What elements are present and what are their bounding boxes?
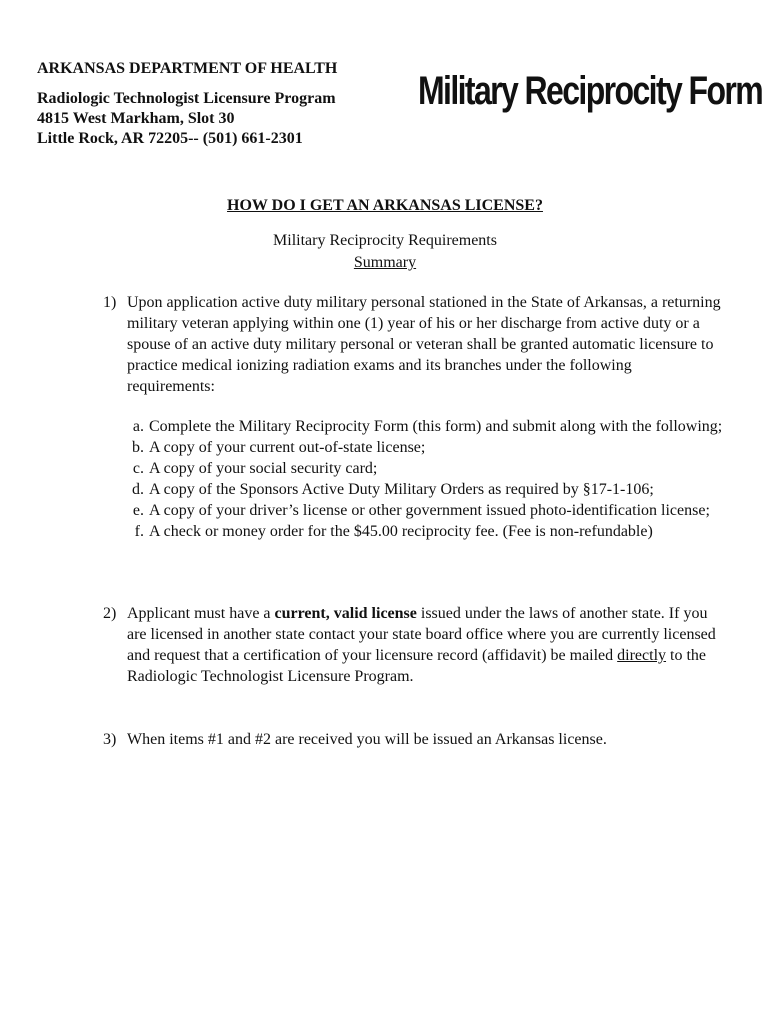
directly-emphasis: directly [617, 647, 667, 664]
item-number: 2) [103, 605, 117, 622]
list-item [118, 479, 728, 500]
list-item [118, 521, 728, 542]
list-item [118, 500, 728, 521]
item-text-part: Applicant must have a [127, 605, 275, 622]
address-line-1: 4815 West Markham, Slot 30 [37, 110, 235, 127]
list-text: A copy of your social security card; [149, 460, 378, 477]
item-text-part: issued under the laws of another state. If you are licensed in another state contact your state board office where you are currently licensed and request that a certification of your licensure record (affidavit) be mailed [127, 605, 716, 664]
list-text: A check or money order for the $45.00 reciprocity fee. (Fee is non-refundable) [149, 523, 653, 540]
list-text: A copy of your driver’s license or other government issued photo-identification license; [149, 502, 710, 519]
list-letter: f. [134, 523, 144, 540]
address-line-2: Little Rock, AR 72205-- (501) 661-2301 [37, 130, 303, 147]
item-text [127, 603, 723, 687]
item-text: Upon application active duty military personal stationed in the State of Arkansas, a returning military veteran applying within one (1) year of his or her discharge from active duty or a spouse of an active duty military personal or veteran shall be granted automatic licensure to practice medical ionizing radiation exams and its branches under the following requirements: [127, 294, 721, 395]
program-name: Radiologic Technologist Licensure Program [37, 90, 336, 107]
document-checklist [118, 416, 728, 542]
form-title: Military Reciprocity Form [418, 69, 763, 113]
item-number: 1) [103, 294, 117, 311]
list-letter: c. [132, 460, 144, 477]
requirement-item-1 [103, 292, 723, 397]
list-letter: b. [132, 439, 144, 456]
list-text: A copy of the Sponsors Active Duty Military Orders as required by §17-1-106; [149, 481, 654, 498]
main-question-heading: HOW DO I GET AN ARKANSAS LICENSE? [227, 197, 543, 214]
summary-label: Summary [353, 254, 417, 271]
requirement-item-3 [103, 729, 723, 750]
list-letter: a. [132, 418, 144, 435]
item-text-part: to the Radiologic Technologist Licensure Program. [127, 647, 707, 685]
requirements-subtitle: Military Reciprocity Requirements [273, 232, 497, 249]
list-text: A copy of your current out-of-state license; [149, 439, 426, 456]
item-number: 3) [103, 731, 117, 748]
agency-name: ARKANSAS DEPARTMENT OF HEALTH [37, 60, 338, 77]
list-item [118, 437, 728, 458]
list-text: Complete the Military Reciprocity Form (this form) and submit along with the following; [149, 418, 723, 435]
list-letter: e. [132, 502, 144, 519]
list-item [118, 458, 728, 479]
list-letter: d. [132, 481, 144, 498]
valid-license-emphasis: current, valid license [274, 605, 417, 622]
list-item [118, 416, 728, 437]
requirement-item-2 [103, 603, 723, 687]
item-text: When items #1 and #2 are received you will be issued an Arkansas license. [127, 731, 607, 748]
agency-header [37, 59, 337, 149]
